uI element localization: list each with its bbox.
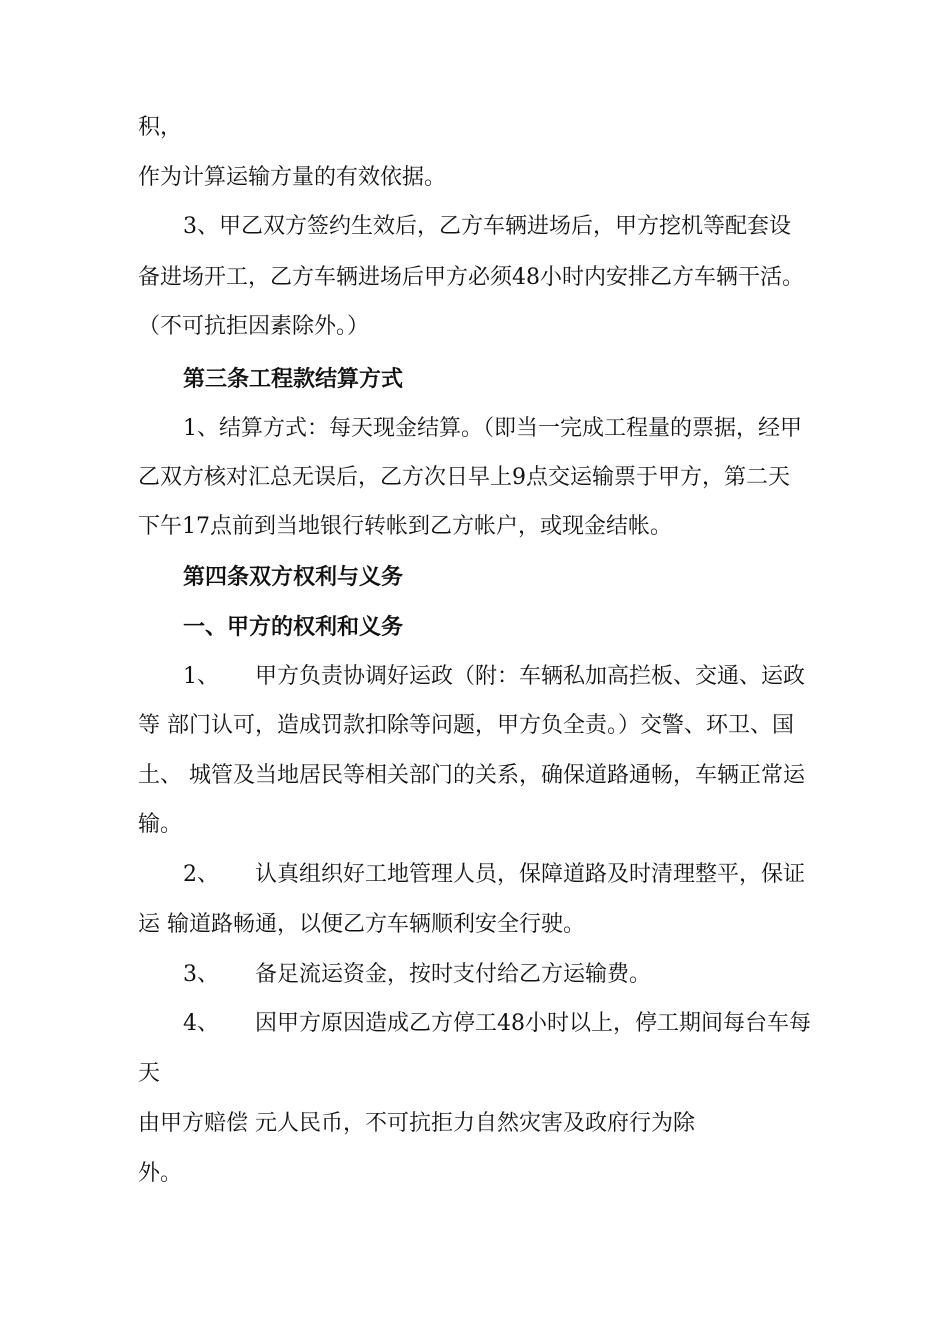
list-item-number: 2、 <box>183 862 219 887</box>
list-item <box>183 1009 811 1039</box>
section-heading: 第四条双方权利与义务 <box>183 564 404 590</box>
list-item-text: 认真组织好工地管理人员，保障道路及时清理整平，保证 <box>255 862 806 887</box>
subsection-heading: 一、甲方的权利和义务 <box>183 614 404 640</box>
text-line: 由甲方赔偿 元人民币，不可抗拒力自然灾害及政府行为除 <box>138 1111 695 1136</box>
text-line: 外。 <box>138 1161 183 1186</box>
section-heading: 第三条工程款结算方式 <box>183 366 404 392</box>
list-item-text: 备足流运资金，按时支付给乙方运输费。 <box>255 962 652 987</box>
list-item <box>183 662 805 692</box>
text-line: 运 输道路畅通，以便乙方车辆顺利安全行驶。 <box>138 912 585 937</box>
text-line: 输。 <box>138 812 183 837</box>
text-line: 1、结算方式：每天现金结算。（即当一完成工程量的票据，经甲 <box>183 416 802 441</box>
text-line: 作为计算运输方量的有效依据。 <box>138 165 447 190</box>
text-line: 3、甲乙双方签约生效后，乙方车辆进场后，甲方挖机等配套设 <box>183 214 791 239</box>
text-line: 下午17点前到当地银行转帐到乙方帐户，或现金结帐。 <box>138 514 672 539</box>
text-line: 土、 城管及当地居民等相关部门的关系，确保道路通畅，车辆正常运 <box>138 763 805 788</box>
text-line: 天 <box>138 1061 161 1086</box>
list-item-number: 4、 <box>183 1011 219 1036</box>
list-item-text: 因甲方原因造成乙方停工48小时以上，停工期间每台车每 <box>255 1011 811 1036</box>
text-line: 乙双方核对汇总无误后，乙方次日早上9点交运输票于甲方，第二天 <box>138 465 790 490</box>
list-item-number: 1、 <box>183 664 219 689</box>
list-item <box>183 960 651 990</box>
text-line: 备进场开工，乙方车辆进场后甲方必须48小时内安排乙方车辆干活。 <box>138 265 804 290</box>
list-item-number: 3、 <box>183 962 219 987</box>
text-line: 积， <box>138 115 183 140</box>
list-item <box>183 860 805 890</box>
text-line: （不可抗拒因素除外。） <box>138 314 370 339</box>
list-item-text: 甲方负责协调好运政（附：车辆私加高拦板、交通、运政 <box>255 664 806 689</box>
text-line: 等 部门认可，造成罚款扣除等问题，甲方负全责。）交警、环卫、国 <box>138 713 794 738</box>
